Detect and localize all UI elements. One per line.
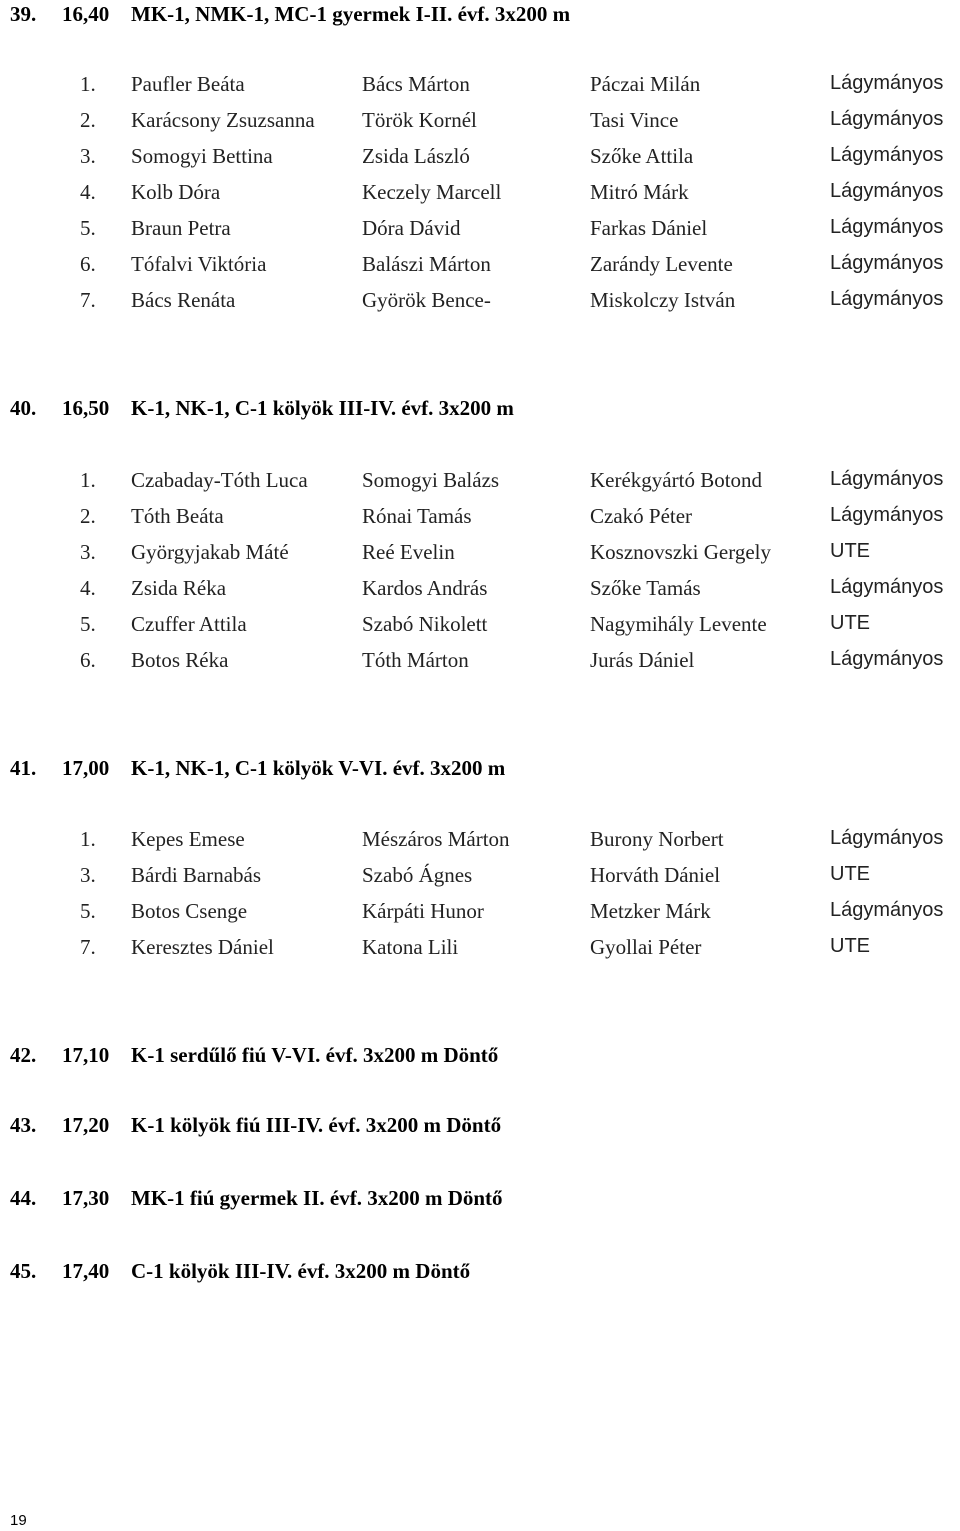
paddler-3: Zarándy Levente xyxy=(590,252,733,276)
place: 3. xyxy=(80,863,96,887)
paddler-3: Miskolczy István xyxy=(590,288,736,312)
result-row xyxy=(0,180,960,210)
result-row xyxy=(0,863,960,893)
event-title: K-1 serdűlő fiú V-VI. évf. 3x200 m Döntő xyxy=(131,1043,499,1067)
paddler-2: Balászi Márton xyxy=(362,252,491,276)
event-title: K-1, NK-1, C-1 kölyök V-VI. évf. 3x200 m xyxy=(131,756,506,780)
event-time: 17,00 xyxy=(62,756,110,780)
paddler-3: Szőke Tamás xyxy=(590,576,701,600)
club: Lágymányos xyxy=(830,72,944,94)
place: 7. xyxy=(80,288,96,312)
paddler-3: Czakó Péter xyxy=(590,504,693,528)
event-title: C-1 kölyök III-IV. évf. 3x200 m Döntő xyxy=(131,1259,471,1283)
club: Lágymányos xyxy=(830,899,944,921)
event-heading xyxy=(0,2,960,32)
event-heading xyxy=(0,1113,960,1143)
paddler-3: Kosznovszki Gergely xyxy=(590,540,771,564)
event-heading xyxy=(0,1043,960,1073)
event-number: 43. xyxy=(10,1113,37,1137)
event-time: 17,20 xyxy=(62,1113,110,1137)
paddler-2: Dóra Dávid xyxy=(362,216,461,240)
result-row xyxy=(0,288,960,318)
event-title: MK-1, NMK-1, MC-1 gyermek I-II. évf. 3x200 m xyxy=(131,2,571,26)
place: 5. xyxy=(80,899,96,923)
event-time: 16,40 xyxy=(62,2,110,26)
club: UTE xyxy=(830,863,870,885)
club: UTE xyxy=(830,540,870,562)
paddler-2: Tóth Márton xyxy=(362,648,469,672)
club: Lágymányos xyxy=(830,288,944,310)
paddler-1: Paufler Beáta xyxy=(131,72,245,96)
club: Lágymányos xyxy=(830,108,944,130)
paddler-2: Somogyi Balázs xyxy=(362,468,500,492)
paddler-1: Kepes Emese xyxy=(131,827,245,851)
result-row xyxy=(0,72,960,102)
paddler-1: Botos Réka xyxy=(131,648,229,672)
event-number: 41. xyxy=(10,756,37,780)
club: Lágymányos xyxy=(830,468,944,490)
paddler-1: Kolb Dóra xyxy=(131,180,221,204)
page-number: 19 xyxy=(10,1512,27,1529)
event-time: 16,50 xyxy=(62,396,110,420)
paddler-3: Farkas Dániel xyxy=(590,216,708,240)
place: 6. xyxy=(80,648,96,672)
result-row xyxy=(0,935,960,965)
result-row xyxy=(0,216,960,246)
club: UTE xyxy=(830,612,870,634)
place: 2. xyxy=(80,504,96,528)
paddler-3: Páczai Milán xyxy=(590,72,701,96)
result-row xyxy=(0,108,960,138)
paddler-3: Jurás Dániel xyxy=(590,648,695,672)
paddler-3: Burony Norbert xyxy=(590,827,724,851)
event-heading xyxy=(0,756,960,786)
paddler-1: Bárdi Barnabás xyxy=(131,863,262,887)
result-row xyxy=(0,144,960,174)
paddler-2: Bács Márton xyxy=(362,72,470,96)
paddler-3: Szőke Attila xyxy=(590,144,694,168)
event-heading xyxy=(0,1186,960,1216)
paddler-1: Keresztes Dániel xyxy=(131,935,274,959)
paddler-1: Bács Renáta xyxy=(131,288,236,312)
club: Lágymányos xyxy=(830,827,944,849)
paddler-2: Szabó Nikolett xyxy=(362,612,488,636)
result-row xyxy=(0,899,960,929)
paddler-2: Török Kornél xyxy=(362,108,477,132)
place: 5. xyxy=(80,612,96,636)
paddler-2: Keczely Marcell xyxy=(362,180,502,204)
result-row xyxy=(0,576,960,606)
paddler-3: Mitró Márk xyxy=(590,180,689,204)
event-time: 17,40 xyxy=(62,1259,110,1283)
paddler-2: Rónai Tamás xyxy=(362,504,472,528)
paddler-1: Botos Csenge xyxy=(131,899,248,923)
paddler-1: Czabaday-Tóth Luca xyxy=(131,468,308,492)
place: 4. xyxy=(80,180,96,204)
paddler-3: Kerékgyártó Botond xyxy=(590,468,763,492)
paddler-2: Györök Bence- xyxy=(362,288,491,312)
paddler-3: Nagymihály Levente xyxy=(590,612,767,636)
paddler-3: Tasi Vince xyxy=(590,108,679,132)
paddler-2: Szabó Ágnes xyxy=(362,863,473,887)
paddler-3: Gyollai Péter xyxy=(590,935,702,959)
place: 1. xyxy=(80,827,96,851)
place: 7. xyxy=(80,935,96,959)
result-row xyxy=(0,540,960,570)
paddler-1: Tóth Beáta xyxy=(131,504,224,528)
event-title: K-1, NK-1, C-1 kölyök III-IV. évf. 3x200 m xyxy=(131,396,514,420)
result-row xyxy=(0,468,960,498)
place: 1. xyxy=(80,72,96,96)
event-number: 40. xyxy=(10,396,37,420)
event-time: 17,30 xyxy=(62,1186,110,1210)
result-row xyxy=(0,504,960,534)
club: Lágymányos xyxy=(830,504,944,526)
event-number: 44. xyxy=(10,1186,37,1210)
place: 5. xyxy=(80,216,96,240)
paddler-2: Kardos András xyxy=(362,576,488,600)
result-row xyxy=(0,648,960,678)
paddler-1: Tófalvi Viktória xyxy=(131,252,267,276)
paddler-2: Reé Evelin xyxy=(362,540,455,564)
event-heading xyxy=(0,396,960,426)
paddler-1: Braun Petra xyxy=(131,216,231,240)
club: Lágymányos xyxy=(830,648,944,670)
paddler-2: Kárpáti Hunor xyxy=(362,899,484,923)
place: 4. xyxy=(80,576,96,600)
paddler-2: Katona Lili xyxy=(362,935,459,959)
paddler-2: Zsida László xyxy=(362,144,470,168)
paddler-3: Horváth Dániel xyxy=(590,863,721,887)
place: 3. xyxy=(80,540,96,564)
event-heading xyxy=(0,1259,960,1289)
club: Lágymányos xyxy=(830,252,944,274)
event-time: 17,10 xyxy=(62,1043,110,1067)
result-row xyxy=(0,252,960,282)
paddler-1: Györgyjakab Máté xyxy=(131,540,289,564)
paddler-3: Metzker Márk xyxy=(590,899,711,923)
paddler-1: Czuffer Attila xyxy=(131,612,247,636)
event-title: MK-1 fiú gyermek II. évf. 3x200 m Döntő xyxy=(131,1186,503,1210)
event-number: 42. xyxy=(10,1043,37,1067)
result-row xyxy=(0,827,960,857)
paddler-2: Mészáros Márton xyxy=(362,827,510,851)
club: UTE xyxy=(830,935,870,957)
place: 3. xyxy=(80,144,96,168)
club: Lágymányos xyxy=(830,576,944,598)
paddler-1: Somogyi Bettina xyxy=(131,144,273,168)
club: Lágymányos xyxy=(830,144,944,166)
event-title: K-1 kölyök fiú III-IV. évf. 3x200 m Döntő xyxy=(131,1113,502,1137)
event-number: 45. xyxy=(10,1259,37,1283)
event-number: 39. xyxy=(10,2,37,26)
club: Lágymányos xyxy=(830,216,944,238)
place: 6. xyxy=(80,252,96,276)
result-row xyxy=(0,612,960,642)
paddler-1: Karácsony Zsuzsanna xyxy=(131,108,315,132)
paddler-1: Zsida Réka xyxy=(131,576,227,600)
club: Lágymányos xyxy=(830,180,944,202)
place: 1. xyxy=(80,468,96,492)
place: 2. xyxy=(80,108,96,132)
